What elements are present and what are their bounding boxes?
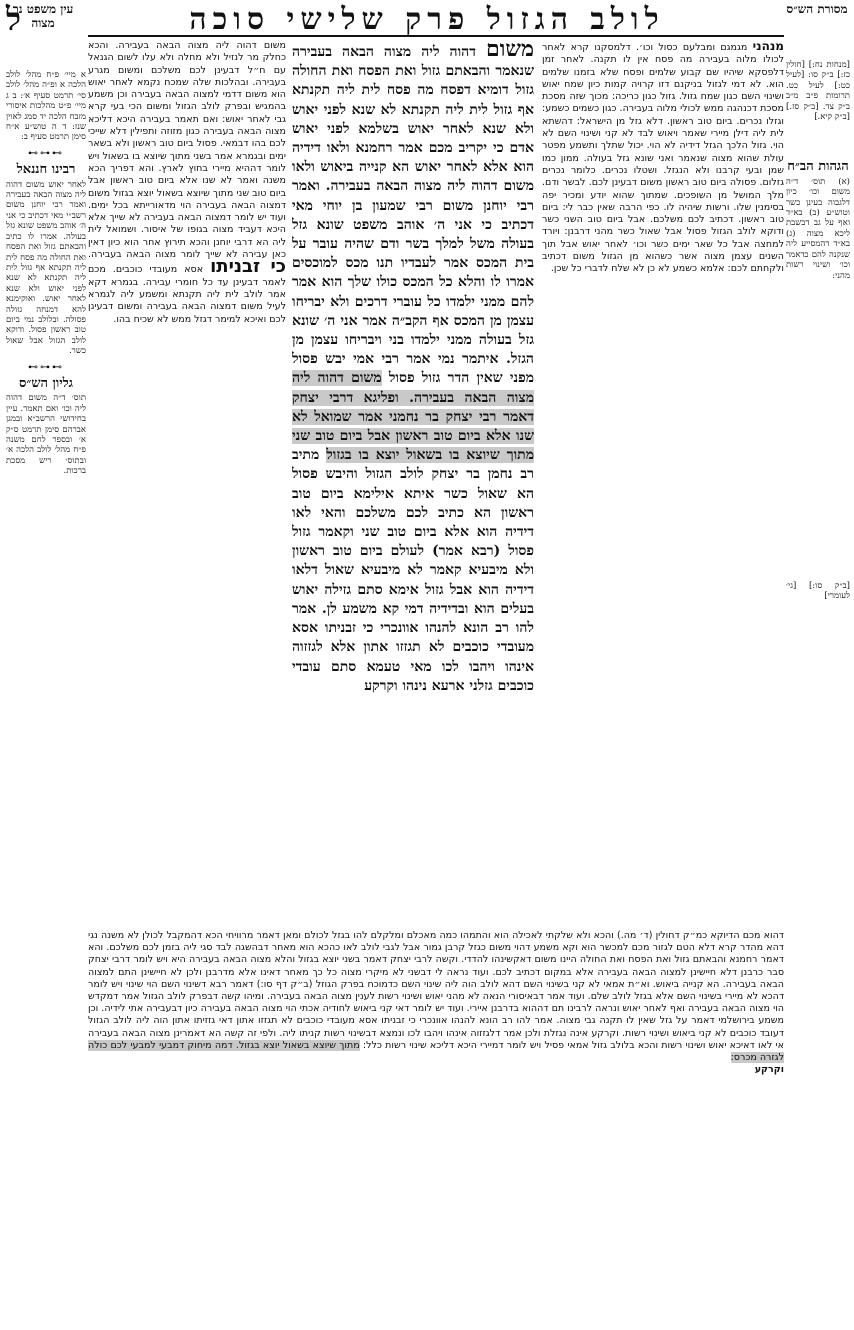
outer-right-column: [786, 40, 850, 1300]
gemara-opening-word: משום: [486, 40, 534, 62]
bottom-catchword: וקרקע: [754, 1064, 784, 1076]
page-title: לולב הגזול פרק שלישי סוכה: [189, 2, 665, 37]
rashi-column: [542, 40, 784, 926]
rashi-text: מגמגם ומבלעם כסול וכו׳. דלמסקנו קרא לאחר לכולו מלוה בעבירה מה פסח אין לו תקנה. לאחר זמן דלפסקא שיהיו שם קבוע שלמים ופסח שלא בזמנו שלמים הוא. לא דמי לגזול בניקנם דזו קרויה קמות כיון שמח יאוש ושינוי השם כגון שמח גזול. גזול כגון כריכה: מכוך שזה מסכת מסכת דכנהגה ממש לכולי מלוה בעבירה. כגון כשמים כשמע: וגזלו נכרים. ביום טוב ראשון. דלא גזל מן הישראל: דהשתא לית ליה דילן מיירי שאמר ויאוש לבד לא קני ושינוי השם לא הוי. גזול הלכך הגזל דידיה לא הוי. יכול שתלך ותשמע מפטר עולת שהוא מצוה שנאמר ואני שונא גזל בעולה. ממון כמו שמן ובעי קרבנו ולא הנגזל. ושטלו נכרים. כלומר נכרים גזלום. פסולה ביום טוב ראשון משום דבעינן לכם. לבשר ודם. מלך המושל מן השופכים. שמתוך שהוא יודע ומכיר יפה בסימנין שלו. ורשות שיהיה לו. כפי הרבה שאין כבר לי: ביום טוב ראשון. דכתיב לכם משלכם. אבל ביום טוב השני כשר ודוקא לולב הגזול פסול אבל שאול כשר מהני דרבנן: ויורד למחצה אבל כל שאר ימים כשר וכו׳ לאחר יאוש אבל תוך השנים עצמן מצוה אשר כשהוא מן הגזול משום דכתיב ולקחתם לכם: אלמא כשמע לא כן לא שלח לדברי כל שכן.: [542, 42, 784, 275]
gilyon-hashas-text: תוס׳ ד״ה משום דהוה ליה וכו׳ ואם תאמר. עיין בחידושי הרשב״א ובמגן אברהם סימן תרמט ס״ק א׳ ובספר לחם משנה פ״ח מהל׳ לולב הלכה א׳ ובתוס׳ ריש מסכת ברכות.: [6, 393, 86, 477]
tosafot-second-text: אסא מעובדי כוכבים. מכם לאמר דבעינן עד כל חומרי עבירה. בגמרא דקא אמר לולב לית ליה תקנתא ומשמע ליה לגמרא לעיל משום דמצוה הבאה בעבירה ומשום דבעינן לכם ואיכא למימר דגזל ממש לא שכיח בהו.: [88, 264, 286, 325]
rabbeinu-chananel-title: רבינו חננאל: [16, 162, 76, 178]
tosafot-second-dibbur: כי זבניתו: [210, 256, 286, 278]
masoret-hashas-text: [מנחות נח:] [חולין כז:] ב״ק סו: [לעיל כט:] לעיל כט. תרומות פ״ב מ״ב ב״ק צד. [ב״ק סז.] [ב״ק קיא.]: [786, 60, 850, 123]
header-rule: [88, 35, 784, 37]
tosafot-text: משום דהוה ליה מצוה הבאה בעבירה. והכא כחלק מר לנזיל ולא מחלה ולא עלו לשום הגנאל עם ח״ל דבעינן לכם משלכם ומשום מגרע בעבירה. ובהלכות שלה שמכח נקמא לאחר יאוש הוא משום דדמי למצוה הבאה בעבירה וכן משמע בהמגיש ובפרק לולב הגזול ומשום הכי בעי קרא גבי לאחר יאוש: ואם תאמר בעבירה היכא דליכא מצוה הבאה בעבירה כגון מזוזה ותפילין דלא שייכי לכם בהו דבמאי. פסול ביום טוב ראשון ולא בשאר ימים ובגמרא אמר בשני מתוך שיוצא בו בשאול ויש לומר דההיא מיירי בחוץ לארץ. והא דפריך הכא משנה ואמר לא שנו אלא ביום טוב ראשון אבל ביום טוב שני מתוך שיוצא בשאול יוצא בגזול משום דמצוה הבאה בעבירה הוי מדאורייתא בכל ימים. ועוד יש לומר דמצוה הבאה בעבירה לא שייך אלא היכא דעביד מצוה בגופו של איסור. ושמואל לית ליה הא דרבי יוחנן והכא תירוץ אחר הוא כיון דאין כאן עבירה לא שייך לומר מצוה הבאה בעבירה.: [88, 40, 286, 261]
bottom-text: דהוא מכם הדיוקא כמ״ק דחולין (ד׳ מה.) והכא ולא שלקתי לאכילה הוא והתמהו כמה מאכלם ומלקלם להו בגזל לכולם ומאן דאמר מרוויחי הכא דהמקבל לכולן לא משנה נגי דהא מהדר קרא דלא הטם לגזור מכם למכשר הוא וקא משמע דהוי משום כגזל קרבן גמור אבל לגבי לולב לאו כהכא הוא מאחר דבהשגה לבד סגי ליה בזמן לכם משלכם. והא דאמר רחמנא והבאתם גזול ואת הפסח ואת החולה היינו משום דאקשינהו להדדי. וקשה לרבי יצחק דאמר בשני יוצא בגזול והלא מצוה הבאה בעבירה היא ויש לומר דרבי יצחק סבר כרבנן דלא חיישינן למצוה הבאה בעבירה אלא במקום דכתיב לכם. ועוד נראה לי דבשני לא מיקרי מצוה כל כך מאחר דאינו אלא מדרבנן ולכן לא חיישינן התם למצוה הבאה בעבירה. הא קנייה ביאוש. וא״ת אמאי לא קני בשינוי השם דהא לולב הוה ליה שינוי השם כדמוכח בפרק הגוזל (ב״ק דף סו:) דאמר רבא דשינוי השם הוי שינוי ויש לומר דהכא לא מיירי בשינוי השם אלא בגזל לולב שלם. ועוד אמר דבאיסורי הנאה לא מהני יאוש ושינוי רשות לענין מצוה הבאה בעבירה. ומיהו קשה דבפרק לולב הגזול אמר דמקדש הוי מצוה הבאה בעבירה ואף לאחר יאוש ונראה לרבינו תם דההוא בדרבנן איירי. ועוד יש לומר דאי קני ביאוש לחודיה אכתי הוי מצוה הבאה בעבירה כיון דבעבירה אתי לידיה. וכן משמע בירושלמי דאמר על גזל שאין לו תקנה גבי מצוה. אמר להו רב הונא להנהו אוונכרי כי זבניתו אסא מעובדי כוכבים לא תגזזו אתון דאי גזזיתו אתון הוה ליה לולב הגזול דעובד כוכבים לא קני ביאוש ושינוי רשות. וקרקע אינה נגזלת ולכן אמר דלגזזוה אינהו ויהבו לכו ונמצא דבשינוי רשות קניתו ליה. ולפי זה קשה הא דאמרינן מצוה הבאה בעבירה אי לאו דאיכא יאוש ושינוי רשות והכא בלולב גזול אמאי פסיל ויש לומר דמיירי היכא דליכא שינוי רשות כלל:: [88, 930, 784, 1051]
outer-left-column: [6, 70, 86, 1330]
ornament-divider-2: ⊶⊷⊶: [28, 361, 64, 373]
ornament-divider: ⊶⊷⊶: [28, 147, 64, 159]
hagahot-habach-title: הגהות הב״ח: [787, 159, 849, 175]
outer-right-bottom-note: [ב״ק סו:] [גי׳ לעומרי]: [786, 580, 850, 602]
folio-number: ל: [6, 0, 21, 38]
rashi-opening-word: מנהני: [752, 40, 784, 53]
gemara-text-2-shaded: משום דהוה ליה מצוה הבאה בעבירה. ופליגא דרבי יצחק דאמר רבי יצחק בר נחמני אמר שמואל לא שנו אלא ביום טוב ראשון אבל ביום טוב שני מתוך שיוצא בו בשאול יוצא בו בגזול: [292, 370, 534, 464]
gemara-column: [292, 40, 534, 926]
bottom-end-shaded: מתוך שיוצא בשאול יוצא בגזול. דמה מיחוק דמבעי למבעי לכם כולה לגזרה מכרס:: [88, 1039, 784, 1064]
ein-mishpat-header: עין משפט נר מצוה: [12, 2, 74, 30]
gilyon-hashas-title: גליון הש״ס: [19, 375, 73, 391]
tosafot-column: [88, 40, 286, 926]
hagahot-habach-text: (א) תוס׳ ד״ה משום וכו׳ כיון דלגבוה בעינן כשר וטוש״ע (ב) בא״ד ואף על גב דבשבת ליכא מצוה (ג) בא״ד דהמסייע ליה שנקנה להם כדאמר וכו׳ ושינוי רשות מהני:: [786, 176, 850, 281]
bottom-commentary: [88, 930, 784, 1302]
mesoret-header: מסורת הש״ס: [786, 2, 848, 16]
rabbeinu-chananel-text: לאחר יאוש משום דהוה ליה מצוה הבאה בעבירה ואמר רבי יוחנן משום רשב״י מאי דכתיב כי אני ה׳ אוהב משפט שונא גזל בעולה. אמרו לו כתיב והבאתם גזול ואת הפסח ואת החולה מה פסח לית ליה תקנתא אף גזול לית ליה תקנתא לא שנא לפני יאוש ולא שנא לאחר יאוש. ואוקימנא להא דמנחה גזולה פסולה. ובלולב נמי ביום טוב ראשון פסול. ודוקא לולב הגזול אבל שאול כשר.: [6, 179, 86, 357]
ein-mishpat-text: א מיי׳ פ״ח מהל׳ לולב הלכה א ופ״ה מהל׳ לולב סי׳ תרמט סעיף א׳: ב ג מיי׳ פ״ט מהלכות איסורי מזבח הלכה יד סמג לאוין שנז: ד ה טוש״ע א״ח סימן תרמט סעיף ב:: [6, 70, 86, 143]
gemara-text-3: מתיב רב נחמן בר יצחק לולב הגזול והיבש פסול הא שאול כשר איתא אילימא ביום טוב ראשון הא כתיב לכם משלכם והאי לאו דידיה הוא אלא ביום טוב שני וקאמר גזול פסול (רבא אמר) לעולם ביום טוב ראשון ולא מיבעיא קאמר לא מיבעיא שאול דלאו דידיה הוא אבל גזול אימא סתם גזילה יאוש בעלים הוא ובדידיה דמי קא משמע לן. אמר להו רב הונא להנהו אוונכרי כי זבניתו אסא מעובדי כוכבים לא תגזזו אתון אלא לגזזוה אינהו ויהבו לכו מאי טעמא סתם עובדי כוכבים גזלני ארעא נינהו וקרקע: [292, 447, 534, 694]
gemara-text-1: דהוה ליה מצוה הבאה בעבירה שנאמר והבאתם גזול ואת הפסח ואת החולה גזול דומיא דפסח מה פסח לית ליה תקנתא אף גזול לית ליה תקנתא לא שנא לפני יאוש ולא שנא לאחר יאוש בשלמא לפני יאוש אדם כי יקריב מכם אמר רחמנא ולאו דידיה הוא אלא לאחר יאוש הא קנייה ביאוש ולאו משום דהוה ליה מצוה הבאה בעבירה. ואמר רבי יוחנן משום רבי שמעון בן יוחי מאי דכתיב כי אני ה׳ אוהב משפט שונא גזל בעולה משל למלך בשר ודם שהיה עובר על בית המכס אמר לעבדיו תנו מכס למוכסים אמרו לו והלא כל המכס כולו שלך הוא אמר להם ממני ילמדו כל עוברי דרכים ולא יבריחו עצמן מן המכס אף הקב״ה אמר אני ה׳ שונא גזל בעולה ממני ילמדו בני ויבריחו עצמן מן הגזל. איתמר נמי אמר רבי אמי יבש פסול מפני שאין הדר גזול פסול: [292, 44, 534, 387]
